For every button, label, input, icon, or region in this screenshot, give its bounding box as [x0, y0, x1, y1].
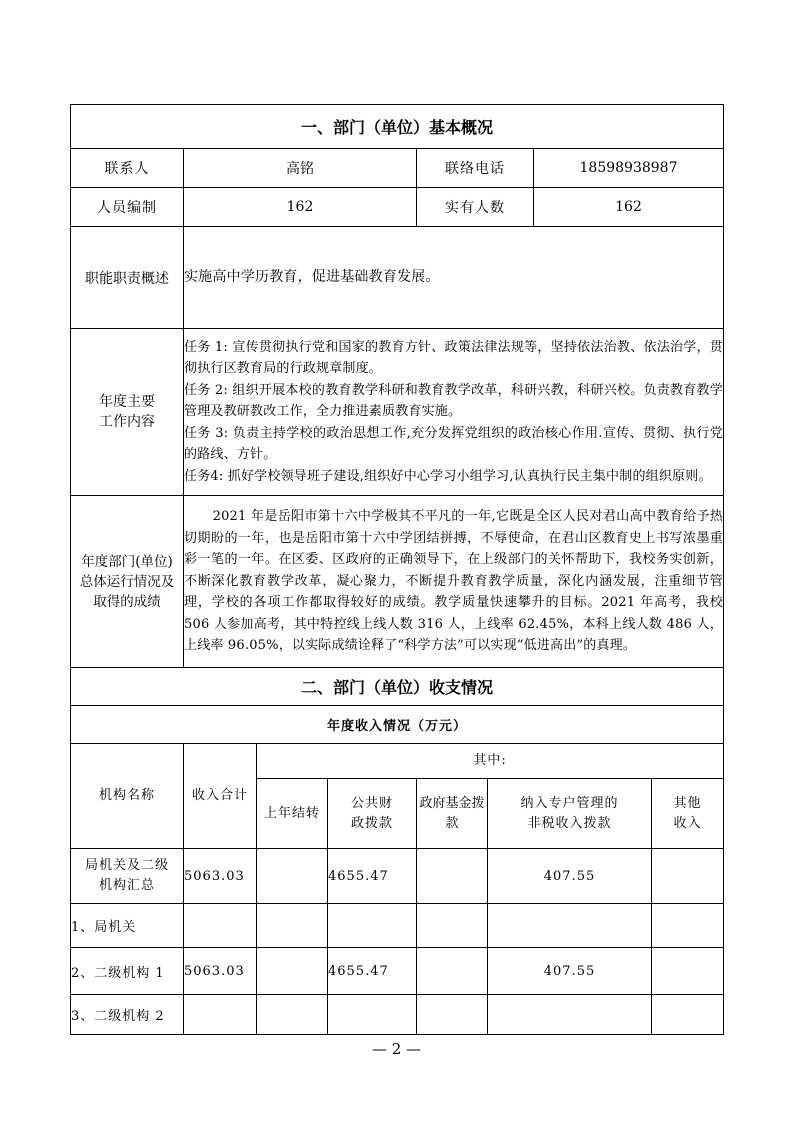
- contact-label: 联系人: [71, 149, 184, 188]
- duties-row: [71, 227, 724, 329]
- actual-staff-count: 162: [534, 188, 724, 227]
- tasks-label: [71, 329, 184, 496]
- public-finance-header-line1: 公共财: [350, 795, 393, 811]
- gov-fund-cell: [417, 948, 488, 995]
- tasks-label-line1: 年度主要: [99, 394, 155, 410]
- org-name-header: 机构名称: [71, 744, 184, 849]
- tasks-label-line2: 工作内容: [99, 414, 155, 430]
- org-name-cell: 1、局机关: [71, 904, 184, 948]
- public-finance-cell: 4655.47: [328, 849, 417, 904]
- total-cell: [184, 995, 257, 1035]
- special-account-header-line1: 纳入专户管理的: [520, 795, 619, 811]
- other-income-cell: [652, 904, 724, 948]
- task-item: 任务 2: 组织开展本校的教育教学科研和教育教学改革，科研兴教，科研兴校。负责教育教学管理及教研教改工作，全力推进素质教育实施。: [184, 382, 724, 420]
- table-row: [71, 904, 724, 948]
- performance-label-line3: 取得的成绩: [93, 593, 161, 610]
- gov-fund-cell: [417, 904, 488, 948]
- phone-label: 联络电话: [417, 149, 534, 188]
- gov-fund-cell: [417, 849, 488, 904]
- table-row: [71, 849, 724, 904]
- carryover-header: 上年结转: [257, 779, 328, 849]
- carryover-cell: [257, 849, 328, 904]
- table-row: [71, 948, 724, 995]
- table-row: [71, 995, 724, 1035]
- section1-title: 一、部门（单位）基本概况: [71, 105, 724, 149]
- duties-text: 实施高中学历教育，促进基础教育发展。: [184, 227, 724, 329]
- section2-title: 二、部门（单位）收支情况: [71, 668, 724, 706]
- org-name-line1: 局机关及二级: [84, 858, 169, 873]
- org-name-line2: 机构汇总: [98, 878, 155, 893]
- performance-label-line2: 总体运行情况及: [79, 573, 175, 590]
- org-name-cell: 2、二级机构 1: [71, 948, 184, 995]
- org-name-cell: 3、二级机构 2: [71, 995, 184, 1035]
- task-item: 任务4: 抓好学校领导班子建设,组织好中心学习小组学习,认真执行民主集中制的组织原则。: [184, 468, 712, 484]
- phone-value: 18598938987: [534, 149, 724, 188]
- special-account-header-line2: 非税收入拨款: [527, 815, 612, 831]
- performance-label-line1: 年度部门(单位): [81, 553, 173, 570]
- performance-text: 2021 年是岳阳市第十六中学极其不平凡的一年,它既是全区人民对君山高中教育给予热切期盼的一年，也是岳阳市第十六中学团结拼搏，不辱使命，在君山区教育史上书写浓墨重彩一笔的一年。在区委、区政府的正确领导下，在上级部门的关怀帮助下，我校务实创新，不断深化教育教学改革，凝心聚力，不断提升教育教学质量，深化内涵发展，注重细节管理，学校的各项工作都取得较好的成绩。教学质量快速攀升的目标。2021 年高考，我校 506 人参加高考，其中特控线上线人数 316 人，上线率 62.45%，本科上线人数 486 人，上线率 96.05%，以实际成绩诠释了“科学方法”可以实现“低进高出”的真理。: [184, 496, 724, 668]
- staff-count: 162: [184, 188, 417, 227]
- other-income-header: [652, 779, 724, 849]
- total-cell: 5063.03: [184, 948, 257, 995]
- other-income-header-line2: 收入: [673, 815, 702, 831]
- staff-row: [71, 188, 724, 227]
- income-header-row1: [71, 744, 724, 779]
- income-title-row: [71, 706, 724, 744]
- section1-row: [71, 105, 724, 149]
- budget-form-table: [70, 104, 724, 1035]
- special-account-cell: 407.55: [488, 849, 652, 904]
- special-account-cell: 407.55: [488, 948, 652, 995]
- contact-name: 高铭: [184, 149, 417, 188]
- task-item: 任务 1: 宣传贯彻执行党和国家的教育方针、政策法律法规等，坚持依法治教、依法治学，贯彻执行区教育局的行政规章制度。: [184, 339, 724, 377]
- gov-fund-header: 政府基金拨款: [417, 779, 488, 849]
- total-header: 收入合计: [184, 744, 257, 849]
- total-cell: [184, 904, 257, 948]
- special-account-cell: [488, 904, 652, 948]
- duties-label: 职能职责概述: [71, 227, 184, 329]
- public-finance-cell: [328, 995, 417, 1035]
- public-finance-cell: 4655.47: [328, 948, 417, 995]
- of-which-header: 其中:: [257, 744, 724, 779]
- special-account-header: [488, 779, 652, 849]
- org-name-cell: [71, 849, 184, 904]
- total-cell: 5063.03: [184, 849, 257, 904]
- page-number: — 2 —: [371, 1040, 422, 1058]
- carryover-cell: [257, 904, 328, 948]
- other-income-header-line1: 其他: [673, 795, 702, 811]
- performance-row: [71, 496, 724, 668]
- carryover-cell: [257, 948, 328, 995]
- special-account-cell: [488, 995, 652, 1035]
- other-income-cell: [652, 849, 724, 904]
- performance-label: [71, 496, 184, 668]
- tasks-row: [71, 329, 724, 496]
- tasks-content: [184, 329, 724, 496]
- carryover-cell: [257, 995, 328, 1035]
- gov-fund-cell: [417, 995, 488, 1035]
- public-finance-header: [328, 779, 417, 849]
- other-income-cell: [652, 995, 724, 1035]
- public-finance-cell: [328, 904, 417, 948]
- section2-row: [71, 668, 724, 706]
- staff-label: 人员编制: [71, 188, 184, 227]
- income-title: 年度收入情况（万元）: [71, 706, 724, 744]
- public-finance-header-line2: 政拨款: [350, 815, 393, 831]
- task-item: 任务 3: 负责主持学校的政治思想工作,充分发挥党组织的政治核心作用.宣传、贯彻、执行党的路线、方针。: [184, 425, 724, 463]
- contact-row: [71, 149, 724, 188]
- actual-staff-label: 实有人数: [417, 188, 534, 227]
- other-income-cell: [652, 948, 724, 995]
